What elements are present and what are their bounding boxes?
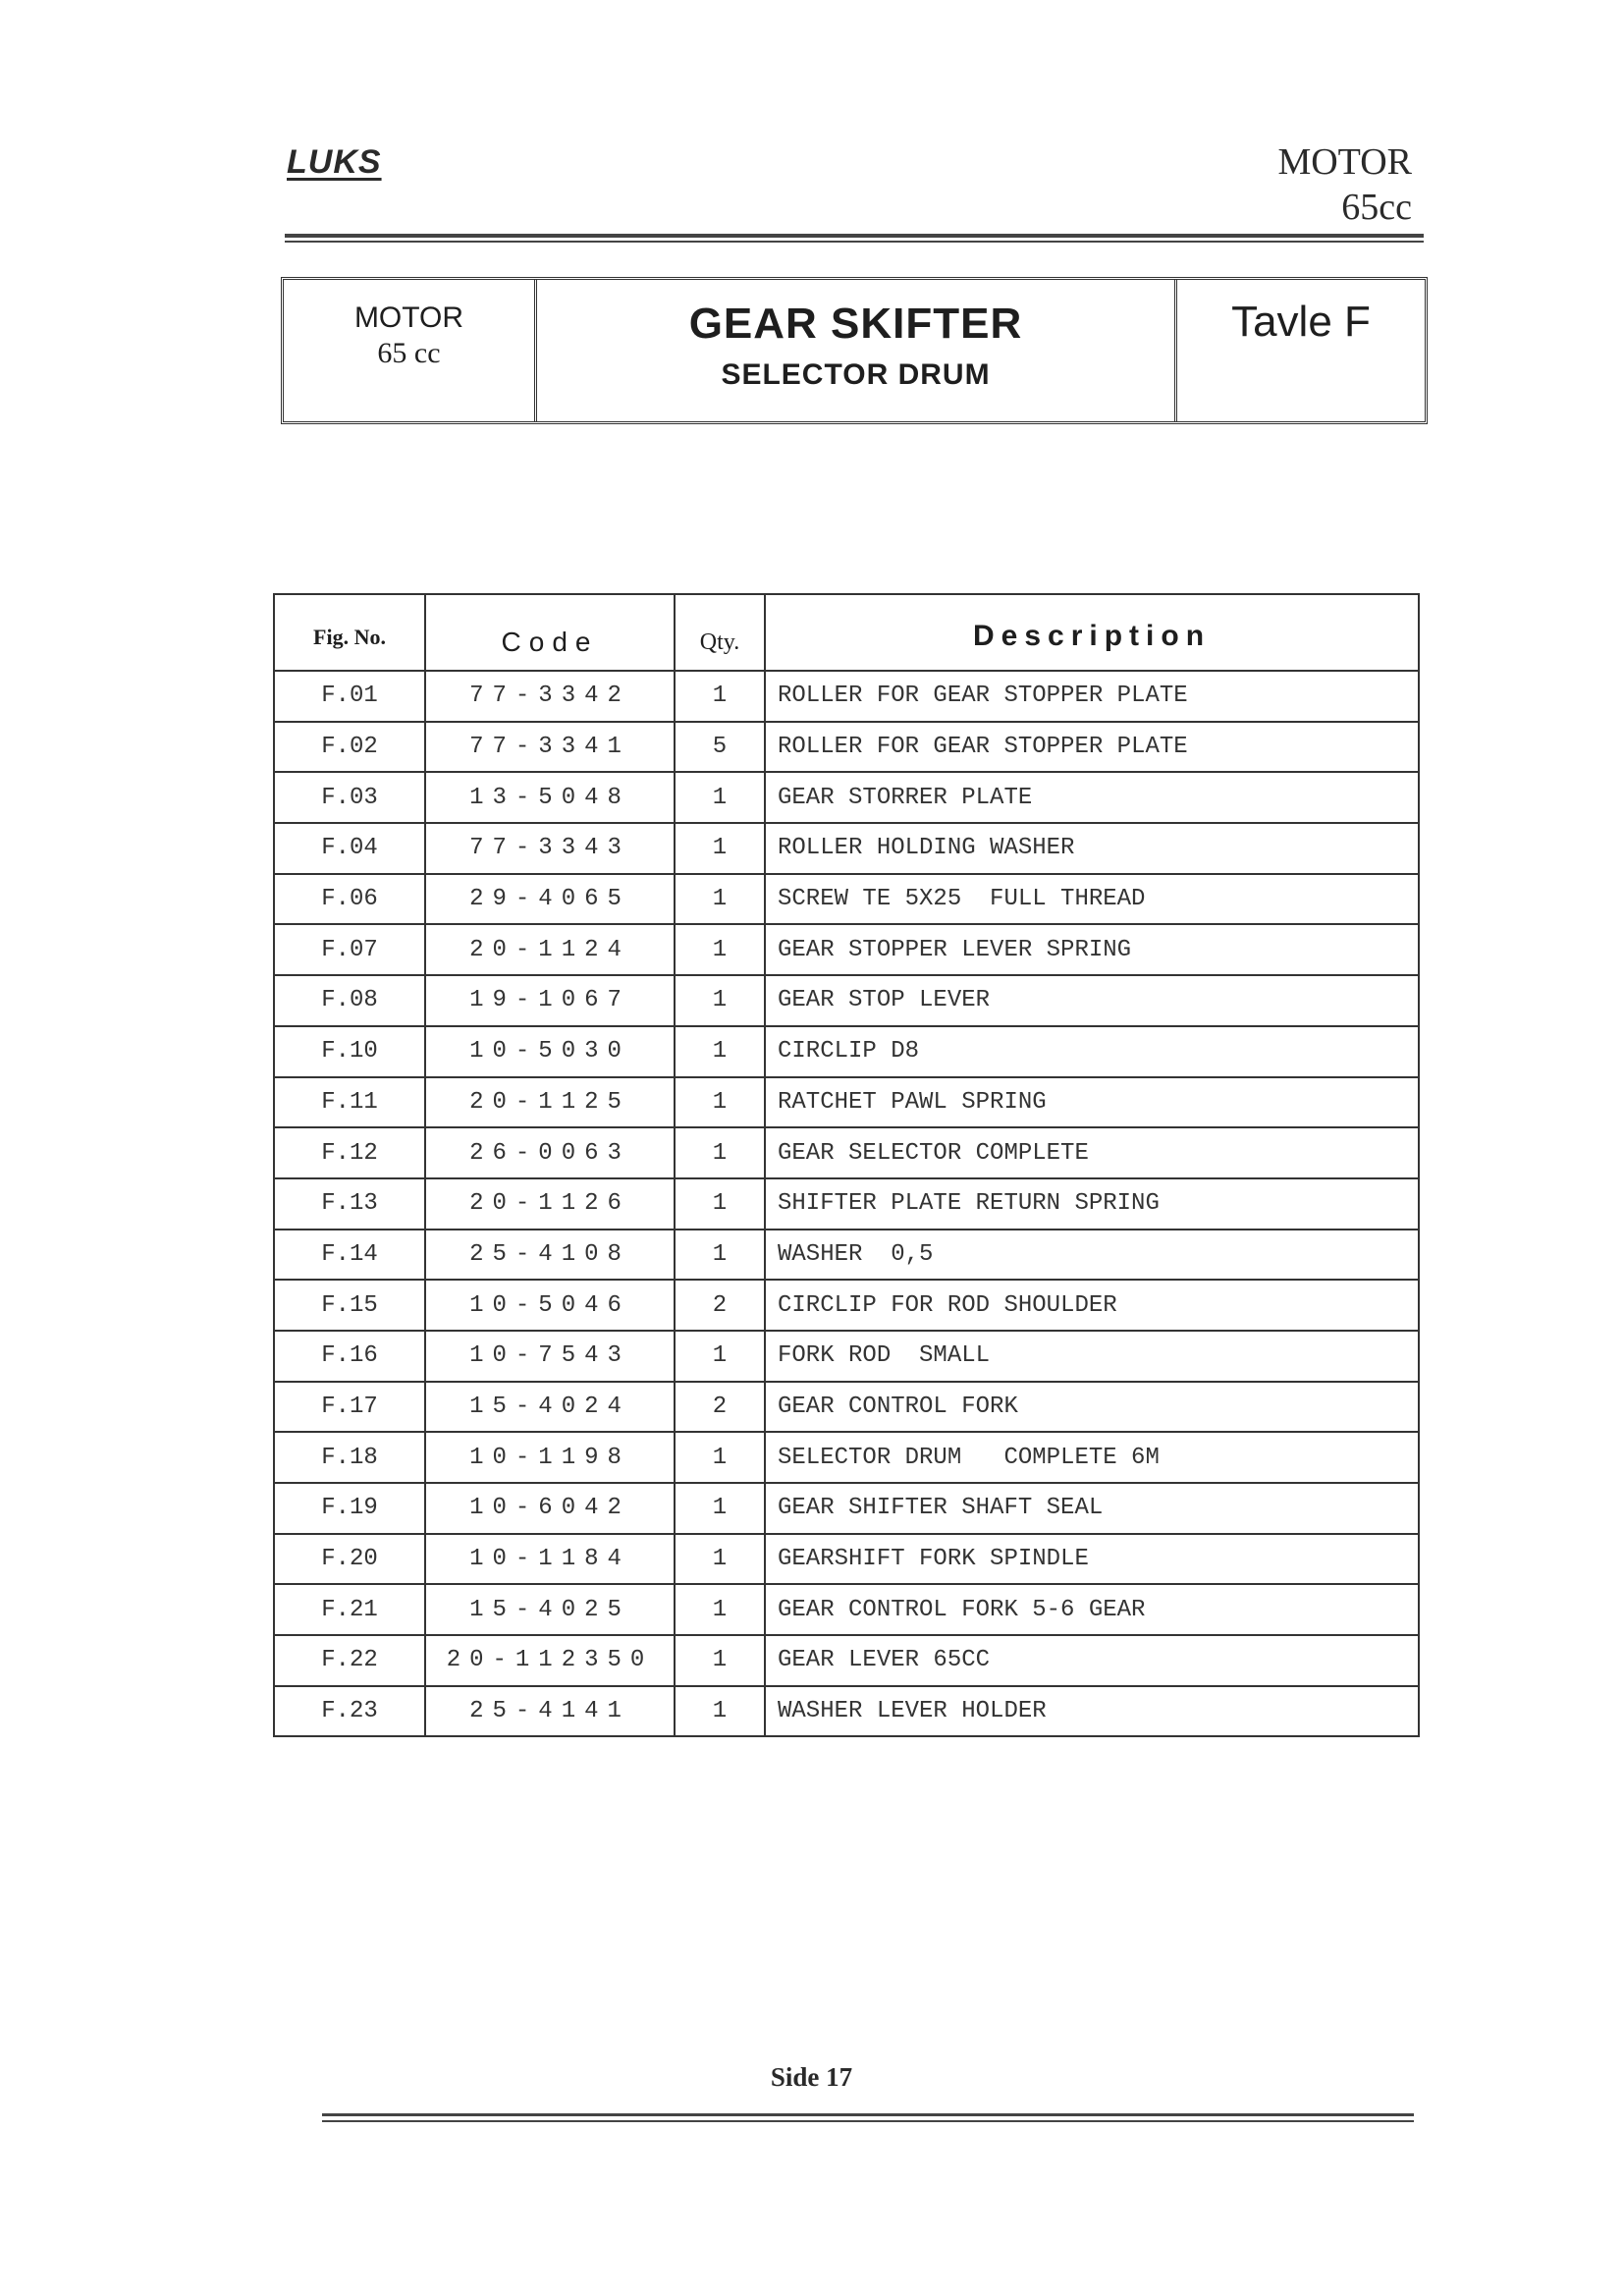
description-cell: CIRCLIP D8 (765, 1026, 1419, 1077)
code-cell: 29-4065 (425, 874, 675, 925)
code-cell: 25-4141 (425, 1686, 675, 1737)
code-cell: 77-3343 (425, 823, 675, 874)
qty-cell: 1 (675, 1026, 765, 1077)
fig-no-cell: F.12 (274, 1127, 425, 1178)
parts-table (273, 593, 1420, 1737)
qty-cell: 1 (675, 1635, 765, 1686)
header-model (1216, 139, 1412, 230)
table-header-row (274, 594, 1419, 671)
fig-no-cell: F.19 (274, 1483, 425, 1534)
table-row (274, 874, 1419, 925)
table-row (274, 1483, 1419, 1534)
fig-no-cell: F.21 (274, 1584, 425, 1635)
page-subtitle: SELECTOR DRUM (721, 358, 991, 391)
title-box-table-label (1177, 280, 1425, 421)
code-cell: 26-0063 (425, 1127, 675, 1178)
table-row (274, 1331, 1419, 1382)
qty-cell: 1 (675, 1534, 765, 1585)
qty-cell: 1 (675, 924, 765, 975)
code-cell: 19-1067 (425, 975, 675, 1026)
description-cell: GEAR SELECTOR COMPLETE (765, 1127, 1419, 1178)
parts-table-body (274, 671, 1419, 1736)
brand-logo: LUKS (287, 143, 382, 181)
qty-cell: 2 (675, 1382, 765, 1433)
description-cell: RATCHET PAWL SPRING (765, 1077, 1419, 1128)
table-row (274, 1127, 1419, 1178)
title-box-model-cc: 65 cc (377, 337, 441, 369)
code-cell: 20-1124 (425, 924, 675, 975)
description-cell: GEAR LEVER 65CC (765, 1635, 1419, 1686)
description-cell: WASHER LEVER HOLDER (765, 1686, 1419, 1737)
fig-no-cell: F.20 (274, 1534, 425, 1585)
header-code: Code (425, 594, 675, 671)
table-row (274, 722, 1419, 773)
qty-cell: 1 (675, 1077, 765, 1128)
code-cell: 77-3342 (425, 671, 675, 722)
fig-no-cell: F.14 (274, 1230, 425, 1281)
description-cell: GEAR SHIFTER SHAFT SEAL (765, 1483, 1419, 1534)
header-fig-no: Fig. No. (274, 594, 425, 671)
fig-no-cell: F.23 (274, 1686, 425, 1737)
table-row (274, 1432, 1419, 1483)
qty-cell: 1 (675, 1584, 765, 1635)
header-qty: Qty. (675, 594, 765, 671)
description-cell: GEAR CONTROL FORK (765, 1382, 1419, 1433)
description-cell: ROLLER FOR GEAR STOPPER PLATE (765, 671, 1419, 722)
description-cell: GEAR CONTROL FORK 5-6 GEAR (765, 1584, 1419, 1635)
code-cell: 77-3341 (425, 722, 675, 773)
qty-cell: 1 (675, 975, 765, 1026)
description-cell: SHIFTER PLATE RETURN SPRING (765, 1178, 1419, 1230)
qty-cell: 1 (675, 671, 765, 722)
code-cell: 13-5048 (425, 772, 675, 823)
description-cell: WASHER 0,5 (765, 1230, 1419, 1281)
title-box-heading (537, 280, 1177, 421)
description-cell: ROLLER FOR GEAR STOPPER PLATE (765, 722, 1419, 773)
qty-cell: 1 (675, 1331, 765, 1382)
qty-cell: 1 (675, 1483, 765, 1534)
table-row (274, 772, 1419, 823)
qty-cell: 2 (675, 1280, 765, 1331)
description-cell: GEAR STOPPER LEVER SPRING (765, 924, 1419, 975)
code-cell: 15-4024 (425, 1382, 675, 1433)
qty-cell: 5 (675, 722, 765, 773)
table-row (274, 823, 1419, 874)
header-rule (285, 234, 1424, 246)
code-cell: 10-1198 (425, 1432, 675, 1483)
fig-no-cell: F.13 (274, 1178, 425, 1230)
fig-no-cell: F.08 (274, 975, 425, 1026)
page-number: Side 17 (770, 2062, 853, 2092)
code-cell: 10-5030 (425, 1026, 675, 1077)
fig-no-cell: F.15 (274, 1280, 425, 1331)
table-row (274, 1534, 1419, 1585)
code-cell: 20-112350 (425, 1635, 675, 1686)
qty-cell: 1 (675, 874, 765, 925)
description-cell: ROLLER HOLDING WASHER (765, 823, 1419, 874)
qty-cell: 1 (675, 1178, 765, 1230)
table-row (274, 1077, 1419, 1128)
table-row (274, 1178, 1419, 1230)
header-description: Description (765, 594, 1419, 671)
table-row (274, 1635, 1419, 1686)
title-box (281, 277, 1428, 424)
code-cell: 10-5046 (425, 1280, 675, 1331)
description-cell: GEAR STORRER PLATE (765, 772, 1419, 823)
header-model-cc: 65cc (1341, 187, 1412, 228)
page-title: GEAR SKIFTER (688, 300, 1023, 348)
fig-no-cell: F.18 (274, 1432, 425, 1483)
code-cell: 10-7543 (425, 1331, 675, 1382)
description-cell: GEARSHIFT FORK SPINDLE (765, 1534, 1419, 1585)
qty-cell: 1 (675, 1127, 765, 1178)
table-row (274, 1026, 1419, 1077)
description-cell: GEAR STOP LEVER (765, 975, 1419, 1026)
table-row (274, 924, 1419, 975)
code-cell: 20-1126 (425, 1178, 675, 1230)
table-row (274, 1230, 1419, 1281)
code-cell: 10-1184 (425, 1534, 675, 1585)
table-row (274, 975, 1419, 1026)
description-cell: CIRCLIP FOR ROD SHOULDER (765, 1280, 1419, 1331)
qty-cell: 1 (675, 1230, 765, 1281)
fig-no-cell: F.16 (274, 1331, 425, 1382)
code-cell: 10-6042 (425, 1483, 675, 1534)
fig-no-cell: F.01 (274, 671, 425, 722)
table-row (274, 1584, 1419, 1635)
footer-rule (322, 2113, 1414, 2123)
fig-no-cell: F.22 (274, 1635, 425, 1686)
table-label: Tavle F (1231, 298, 1371, 346)
description-cell: SCREW TE 5X25 FULL THREAD (765, 874, 1419, 925)
fig-no-cell: F.04 (274, 823, 425, 874)
fig-no-cell: F.03 (274, 772, 425, 823)
description-cell: SELECTOR DRUM COMPLETE 6M (765, 1432, 1419, 1483)
fig-no-cell: F.17 (274, 1382, 425, 1433)
table-row (274, 1686, 1419, 1737)
fig-no-cell: F.02 (274, 722, 425, 773)
description-cell: FORK ROD SMALL (765, 1331, 1419, 1382)
title-box-model (284, 280, 537, 421)
header-model-name: MOTOR (1277, 141, 1412, 183)
fig-no-cell: F.11 (274, 1077, 425, 1128)
fig-no-cell: F.10 (274, 1026, 425, 1077)
qty-cell: 1 (675, 1432, 765, 1483)
fig-no-cell: F.07 (274, 924, 425, 975)
code-cell: 25-4108 (425, 1230, 675, 1281)
qty-cell: 1 (675, 1686, 765, 1737)
code-cell: 15-4025 (425, 1584, 675, 1635)
table-row (274, 671, 1419, 722)
qty-cell: 1 (675, 823, 765, 874)
title-box-model-name: MOTOR (353, 301, 464, 334)
fig-no-cell: F.06 (274, 874, 425, 925)
table-row (274, 1280, 1419, 1331)
qty-cell: 1 (675, 772, 765, 823)
code-cell: 20-1125 (425, 1077, 675, 1128)
table-row (274, 1382, 1419, 1433)
